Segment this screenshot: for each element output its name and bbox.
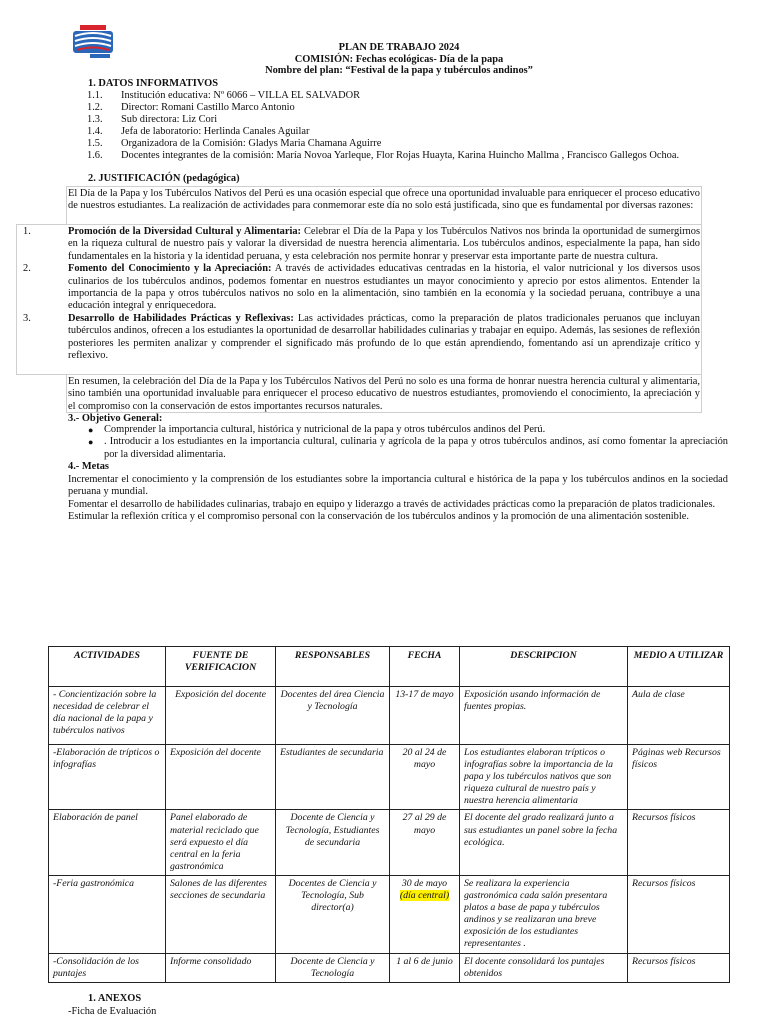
info-item	[87, 150, 727, 162]
cell-actividad: -Feria gastronómica	[49, 875, 166, 953]
objective-text: . Introducir a los estudiantes en la importancia cultural, culinaria y agrícola de la papa y otros tubérculos andinos, así como fomentar la apreciación por la diversidad alimentaria.	[104, 436, 728, 460]
cell-descripcion: Se realizara la experiencia gastronómica cada salón presentara platos a base de papa y tubérculos andinos y se realizaran una breve exposición de los estudiantes representantes .	[460, 875, 628, 953]
table-row	[49, 810, 730, 875]
cell-descripcion: Los estudiantes elaboran trípticos o infografías sobre la importancia de la papa y los tubérculos nativos que son riqueza cultural de nuestro país y nuestra herencia alimentaria	[460, 745, 628, 810]
info-item-number: 1.6.	[87, 150, 103, 162]
reason-number: 3.	[23, 312, 31, 324]
cell-descripcion: El docente consolidará los puntajes obtenidos	[460, 953, 628, 982]
metas-text	[68, 474, 728, 524]
cell-fuente: Exposición del docente	[166, 745, 276, 810]
table-row	[49, 953, 730, 982]
info-item-text: Sub directora: Liz Cori	[121, 114, 218, 126]
section-justificacion-title: 2. JUSTIFICACIÓN (pedagógica)	[88, 173, 240, 184]
reason-number: 2.	[23, 263, 31, 275]
bullet-icon: ●	[88, 437, 94, 448]
cell-fecha	[390, 810, 460, 875]
cell-fecha	[390, 745, 460, 810]
cell-fuente: Salones de las diferentes secciones de secundaria	[166, 875, 276, 953]
meta-paragraph: Incrementar el conocimiento y la comprensión de los estudiantes sobre la importancia cultural e histórica de la papa y los tubérculos andinos en la sociedad peruana y mundial.	[68, 474, 728, 498]
info-item	[87, 126, 727, 138]
justificacion-conclusion: En resumen, la celebración del Día de la Papa y los Tubérculos Nativos del Perú no solo es una forma de honrar nuestra herencia cultural y alimentaria, sino también una oportunidad invaluable para enriquecer el proceso educativo de nuestros estudiantes, promoviendo el conocimiento, la apreciación y el compromiso con la conservación de estos importantes recursos naturales.	[68, 376, 700, 412]
info-item	[87, 114, 727, 126]
cell-responsables: Estudiantes de secundaria	[276, 745, 390, 810]
info-item	[87, 102, 727, 114]
reason-item	[16, 263, 700, 313]
col-responsables: RESPONSABLES	[276, 647, 390, 687]
reason-heading: Desarrollo de Habilidades Prácticas y Reflexivas:	[68, 312, 294, 324]
plan-name: Nombre del plan: “Festival de la papa y tubérculos andinos”	[265, 65, 533, 76]
reason-text: A través de actividades educativas centradas en la historia, el valor nutricional y los diversos usos culinarios de los tubérculos andinos, podemos fomentar en nuestros estudiantes un mayor conocimiento y aprecio por estos alimentos. Entender la importancia de la papa y otros tubérculos nativos no solo en la alimentación, sino también en la economía y la sociedad peruana, contribuye a una educación integral y enriquecedora.	[68, 263, 700, 312]
objective-item	[88, 436, 728, 461]
table-header-row	[49, 647, 730, 687]
cell-medio: Aula de clase	[628, 687, 730, 745]
cell-actividad: Elaboración de panel	[49, 810, 166, 875]
reason-number: 1.	[23, 226, 31, 237]
fecha-highlight: (día central)	[399, 890, 450, 902]
cell-medio: Páginas web Recursos físicos	[628, 745, 730, 810]
section-metas-title: 4.- Metas	[68, 461, 109, 472]
info-item-text: Organizadora de la Comisión: Gladys Maria Chamana Aguirre	[121, 138, 382, 150]
cell-responsables: Docentes de Ciencia y Tecnología, Sub director(a)	[276, 875, 390, 953]
info-item-number: 1.1.	[87, 90, 103, 101]
reasons-list	[16, 226, 700, 362]
commission-title: COMISIÓN: Fechas ecológicas- Día de la papa	[294, 53, 504, 65]
table-row	[49, 687, 730, 745]
table-row	[49, 875, 730, 953]
col-actividades: ACTIVIDADES	[49, 647, 166, 687]
bullet-icon: ●	[88, 425, 94, 435]
cell-responsables: Docente de Ciencia y Tecnología, Estudiantes de secundaria	[276, 810, 390, 875]
cell-responsables: Docente de Ciencia y Tecnología	[276, 953, 390, 982]
cell-fuente: Exposición del docente	[166, 687, 276, 745]
info-item-number: 1.4.	[87, 126, 103, 138]
reason-item	[16, 313, 700, 363]
reason-heading: Promoción de la Diversidad Cultural y Alimentaria:	[68, 226, 301, 237]
objective-list	[88, 424, 728, 461]
annex-item: -Ficha de Evaluación	[68, 1006, 157, 1017]
reason-item	[16, 226, 700, 263]
meta-paragraph: Fomentar el desarrollo de habilidades culinarias, trabajo en equipo y liderazgo a través de actividades prácticas como la preparación de platos tradicionales.	[68, 498, 716, 510]
fecha-text: 13-17 de mayo	[395, 689, 454, 700]
info-item-text: Director: Romani Castillo Marco Antonio	[121, 102, 295, 114]
cell-fecha	[390, 687, 460, 745]
info-item-number: 1.2.	[87, 102, 103, 114]
info-item-text: Jefa de laboratorio: Herlinda Canales Aguilar	[121, 126, 310, 138]
info-list	[87, 90, 727, 163]
fecha-text: 20 al 24 de mayo	[402, 747, 447, 771]
reason-text: Celebrar el Día de la Papa y los Tubérculos Nativos nos brinda la oportunidad de sumergirnos en la riqueza cultural de nuestro país y valorar la diversidad de nuestra herencia alimentaria. Los tubérculos andinos, especialmente la papa, han sido fundamentales en la historia y la identidad peruana, y esta celebración nos permite honrar y preservar esta importante parte de nuestra cultura.	[68, 226, 700, 262]
meta-paragraph: Estimular la reflexión crítica y el compromiso personal con la conservación de los tubérculos andinos y la promoción de una alimentación sostenible.	[68, 511, 689, 523]
objective-item	[88, 424, 728, 436]
info-item	[87, 90, 727, 102]
cell-actividad: -Consolidación de los puntajes	[49, 953, 166, 982]
section-datos-title: 1. DATOS INFORMATIVOS	[88, 78, 218, 89]
col-fecha: FECHA	[390, 647, 460, 687]
activities-table	[48, 646, 730, 983]
info-item-text: Institución educativa: Nº 6066 – VILLA EL SALVADOR	[121, 90, 361, 101]
document-title: PLAN DE TRABAJO 2024	[338, 42, 460, 53]
section-objetivo-title: 3.- Objetivo General:	[68, 413, 163, 424]
col-fuente: FUENTE DE VERIFICACION	[166, 647, 276, 687]
annexes-title: 1. ANEXOS	[88, 993, 142, 1004]
reason-text: Las actividades prácticas, como la preparación de platos tradicionales peruanos que incluyan tubérculos andinos, ofrecen a los estudiantes la oportunidad de desarrollar habilidades culinarias y trabajar en equipo. Además, las sesiones de reflexión posteriores les permiten analizar y comprender el significado más profundo de lo que están aprendiendo, fomentando así un aprendizaje crítico y reflexivo.	[68, 312, 700, 362]
cell-actividad: - Concientización sobre la necesidad de celebrar el día nacional de la papa y tubérculos nativos	[49, 687, 166, 745]
col-descripcion: DESCRIPCION	[460, 647, 628, 687]
info-item-number: 1.5.	[87, 138, 103, 150]
cell-medio: Recursos físicos	[628, 810, 730, 875]
cell-responsables: Docentes del área Ciencia y Tecnología	[276, 687, 390, 745]
reason-heading: Fomento del Conocimiento y la Apreciación:	[68, 263, 272, 275]
cell-medio: Recursos físicos	[628, 875, 730, 953]
col-medio: MEDIO A UTILIZAR	[628, 647, 730, 687]
cell-fecha	[390, 953, 460, 982]
cell-descripcion: Exposición usando información de fuentes propias.	[460, 687, 628, 745]
objective-text: Comprender la importancia cultural, histórica y nutricional de la papa y otros tubérculos andinos del Perú.	[104, 424, 546, 435]
info-item-number: 1.3.	[87, 114, 103, 126]
justificacion-intro: El Día de la Papa y los Tubérculos Nativos del Perú es una ocasión especial que ofrece una oportunidad invaluable para enriquecer el proceso educativo de nuestros estudiantes. La realización de actividades para conmemorar este día no solo está justificada, sino que es fundamental por diversas razones:	[68, 188, 700, 212]
fecha-text: 1 al 6 de junio	[396, 955, 453, 967]
info-item-text: Docentes integrantes de la comisión: María Novoa Yarleque, Flor Rojas Huayta, Karina Huincho Mallma , Francisco Gallegos Ochoa.	[121, 150, 680, 162]
table-row	[49, 745, 730, 810]
document-header	[0, 42, 768, 77]
cell-fecha	[390, 875, 460, 953]
info-item	[87, 138, 727, 150]
cell-medio: Recursos físicos	[628, 953, 730, 982]
fecha-text: 27 al 29 de mayo	[402, 812, 447, 836]
fecha-text: 30 de mayo	[401, 877, 448, 889]
cell-fuente: Panel elaborado de material reciclado que será expuesto el día central en la feria gastronómica	[166, 810, 276, 875]
cell-fuente: Informe consolidado	[166, 953, 276, 982]
cell-descripcion: El docente del grado realizará junto a sus estudiantes un panel sobre la fecha ecológica.	[460, 810, 628, 875]
cell-actividad: -Elaboración de trípticos o infografías	[49, 745, 166, 810]
